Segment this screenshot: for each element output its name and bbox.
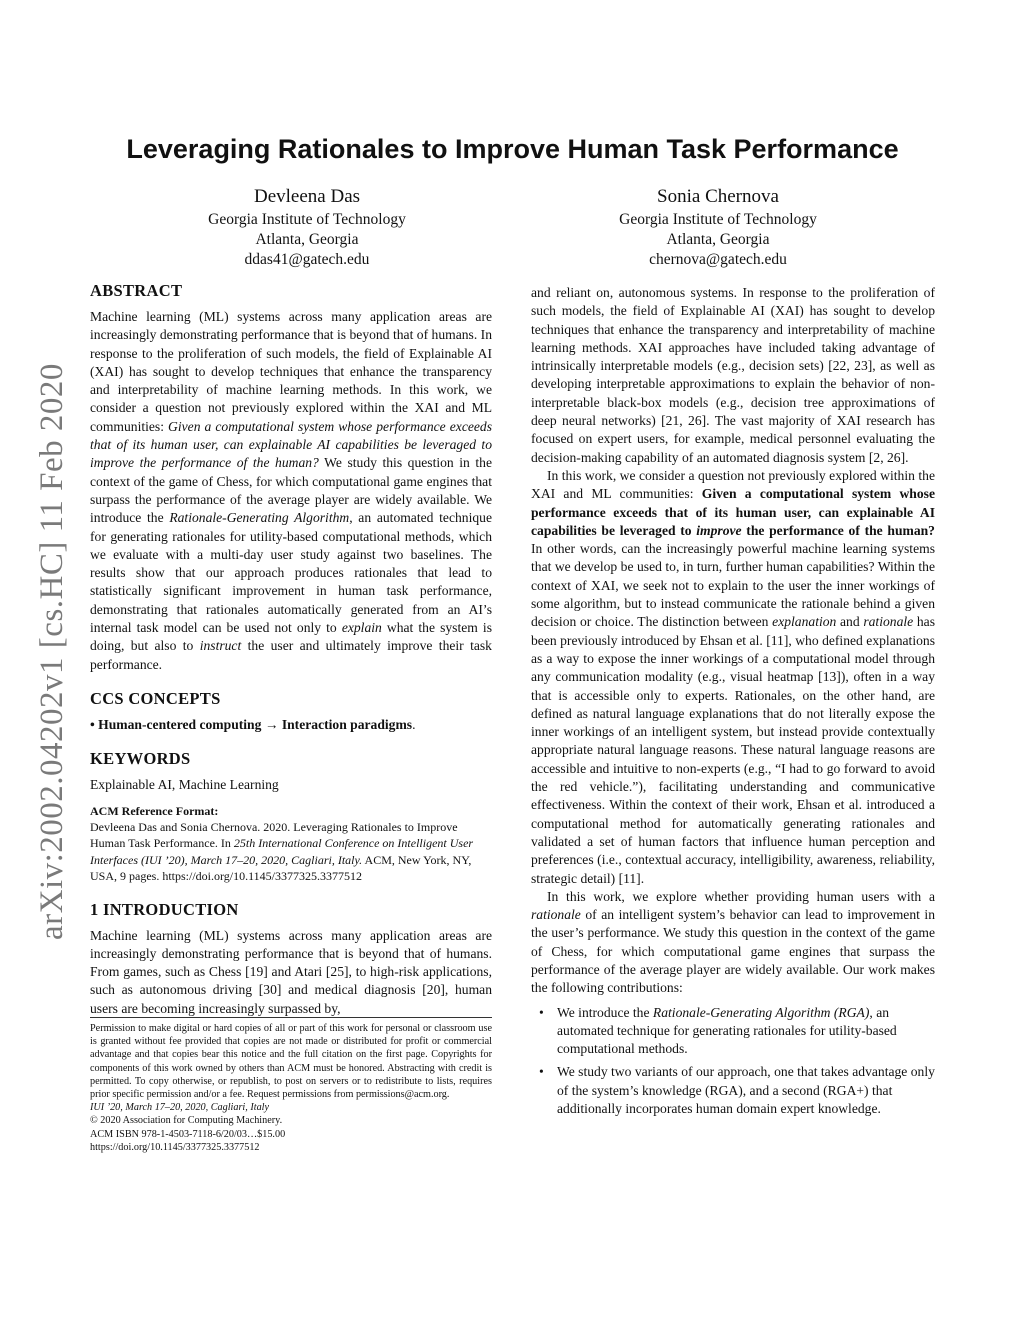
bullet-icon: • [539, 1004, 544, 1020]
author-block-1 [97, 184, 517, 270]
footnote-isbn: ACM ISBN 978-1-4503-7118-6/20/03…$15.00 [90, 1128, 286, 1140]
intro-paragraph-1: and reliant on, autonomous systems. In response to the proliferation of such models, the field of Explainable AI (XAI) has sought to develop techniques that enhance the transparency and interpretability of machine learning methods. XAI approaches have included taking advantage of intrinsically interpretable models (e.g., decision sets) [22, 23], as well as developing interpretable approximations to explain the behavior of non-interpretable black-box models (e.g., decision tree approximations of deep neural networks) [21, 26]. The vast majority of XAI research has focused on expert users, for example, medical personnel evaluating the decision-making capability of an automated diagnosis system [2, 26]. [531, 285, 935, 465]
author-email: ddas41@gatech.edu [244, 251, 370, 268]
author-name: Devleena Das [253, 186, 361, 207]
author-name: Sonia Chernova [657, 186, 779, 207]
keywords-text: Explainable AI, Machine Learning [90, 777, 279, 793]
intro-paragraph-3: In this work, we explore whether providing human users with a rationale of an intelligent system’s behavior can lead to improvement in the user’s performance. We study this question in the context of the game of Chess, for which computational game engines that surpass the performance of the average player are widely available. Our work makes the following contributions: [531, 888, 935, 996]
footnote-copyright: © 2020 Association for Computing Machinery. [90, 1115, 283, 1127]
author-location: Atlanta, Georgia [666, 231, 770, 248]
right-column [531, 284, 935, 1123]
author-affiliation: Georgia Institute of Technology [619, 211, 817, 228]
author-affiliation: Georgia Institute of Technology [208, 211, 406, 228]
contributions-list [531, 1004, 935, 1119]
arxiv-stamp: arXiv:2002.04202v1 [cs.HC] 11 Feb 2020 [34, 363, 70, 940]
acm-ref-text: Devleena Das and Sonia Chernova. 2020. Leveraging Rationales to Improve Human Task Performance. In 25th International Conference on Intelligent User Interfaces (IUI ’20), March 17–20, 2020, Cagliari, Italy. ACM, New York, NY, USA, 9 pages. https://doi.org/10.1145/3377325.3377512 [90, 819, 474, 884]
ccs-heading: CCS CONCEPTS [90, 688, 221, 708]
list-item: • We introduce the Rationale-Generating Algorithm (RGA), an automated technique for generating rationales for utility-based computational methods. [539, 1004, 897, 1057]
abstract-text: Machine learning (ML) systems across many application areas are increasingly demonstrating performance that is beyond that of humans. In response to the proliferation of such models, the field of Explainable AI (XAI) has sought to develop techniques that enhance the transparency and interpretability of machine learning methods. In this work, we consider a question not previously explored within the XAI and ML communities: Given a computational system whose performance exceeds that of its human user, can explainable AI capabilities be leveraged to improve the performance of the human? We study this question in the context of the game of Chess, for which computational game engines that surpass the performance of the average player are widely available. We introduce the Rationale-Generating Algorithm, an automated technique for generating rationales for utility-based computational methods, which we evaluate with a multi-day user study against two baselines. The results show that our approach produces rationales that lead to statistically significant improvement in human task performance, demonstrating that rationales automatically generated from an AI’s internal task model can be used not only to explain what the system is doing, but also to instruct the user and ultimately improve their task performance. [90, 309, 493, 672]
list-item: • We study two variants of our approach, one that takes advantage only of the system’s knowledge (RGA), and a second (RGA+) that additionally incorporates human domain expert knowledge. [539, 1064, 935, 1117]
ccs-concepts: • Human-centered computing → Interaction paradigms. [90, 716, 416, 732]
abstract-heading: ABSTRACT [90, 281, 183, 300]
bullet-icon: • [539, 1064, 544, 1080]
paper-title: Leveraging Rationales to Improve Human Task Performance [126, 134, 899, 164]
keywords-heading: KEYWORDS [90, 749, 191, 769]
author-block-2 [508, 184, 928, 270]
author-email: chernova@gatech.edu [649, 251, 787, 268]
footnote-venue: IUI ’20, March 17–20, 2020, Cagliari, Italy [90, 1102, 270, 1114]
intro-heading: 1 INTRODUCTION [90, 899, 239, 919]
intro-left-text: Machine learning (ML) systems across many application areas are increasingly demonstrating performance that is beyond that of humans. From games, such as Chess [19] and Atari [25], to high-risk applications, such as autonomous driving [30] and medical diagnosis [20], human users are becoming increasingly surpassed by, [90, 927, 492, 1016]
footnote-rule [90, 1017, 492, 1018]
left-column [90, 280, 492, 1018]
permission-footnote [90, 1017, 492, 1154]
author-location: Atlanta, Georgia [255, 231, 359, 248]
permission-text: Permission to make digital or hard copies of all or part of this work for personal or classroom use is granted without fee provided that copies are not made or distributed for profit or commercial advantage and that copies bear this notice and the full citation on the first page. Copyrights for components of this work owned by others than ACM must be honored. Abstracting with credit is permitted. To copy otherwise, or republish, to post on servers or to redistribute to lists, requires prior specific permission and/or a fee. Request permissions from permissions@acm.org. [90, 1023, 492, 1101]
acm-ref-heading: ACM Reference Format: [90, 803, 219, 818]
footnote-doi: https://doi.org/10.1145/3377325.3377512 [90, 1141, 260, 1153]
intro-paragraph-2: In this work, we consider a question not previously explored within the XAI and ML communities: Given a computational system whose performance exceeds that of its human user, can explainable AI capabilities be leveraged to improve the performance of the human? In other words, can the increasingly powerful machine learning systems that we develop be used to, in turn, further human capabilities? Within the context of XAI, we seek not to explain to the user the inner workings of some algorithm, but to instead communicate the rationale behind a given decision or choice. The distinction between explanation and rationale has been previously introduced by Ehsan et al. [11], who defined explanations as a way to expose the inner workings of a computational model through any communication modality (e.g., visual heatmap [13]), often in a way that is accessible only to experts. Rationales, on the other hand, are defined as natural language explanations that do not literally expose the inner workings of an intelligent system, but instead provide contextually appropriate natural language reasons. These natural language reasons are accessible and intuitive to non-experts (e.g., “I had to go forward to avoid the red vehicle.”), facilitating understanding and communicative effectiveness. Within the context of their work, Ehsan et al. introduced a computational method for automatically generating rationales and validated a set of human factors that influence human perception and preferences (i.e., contextual accuracy, intelligibility, awareness, reliability, strategic detail) [11]. [531, 467, 935, 886]
